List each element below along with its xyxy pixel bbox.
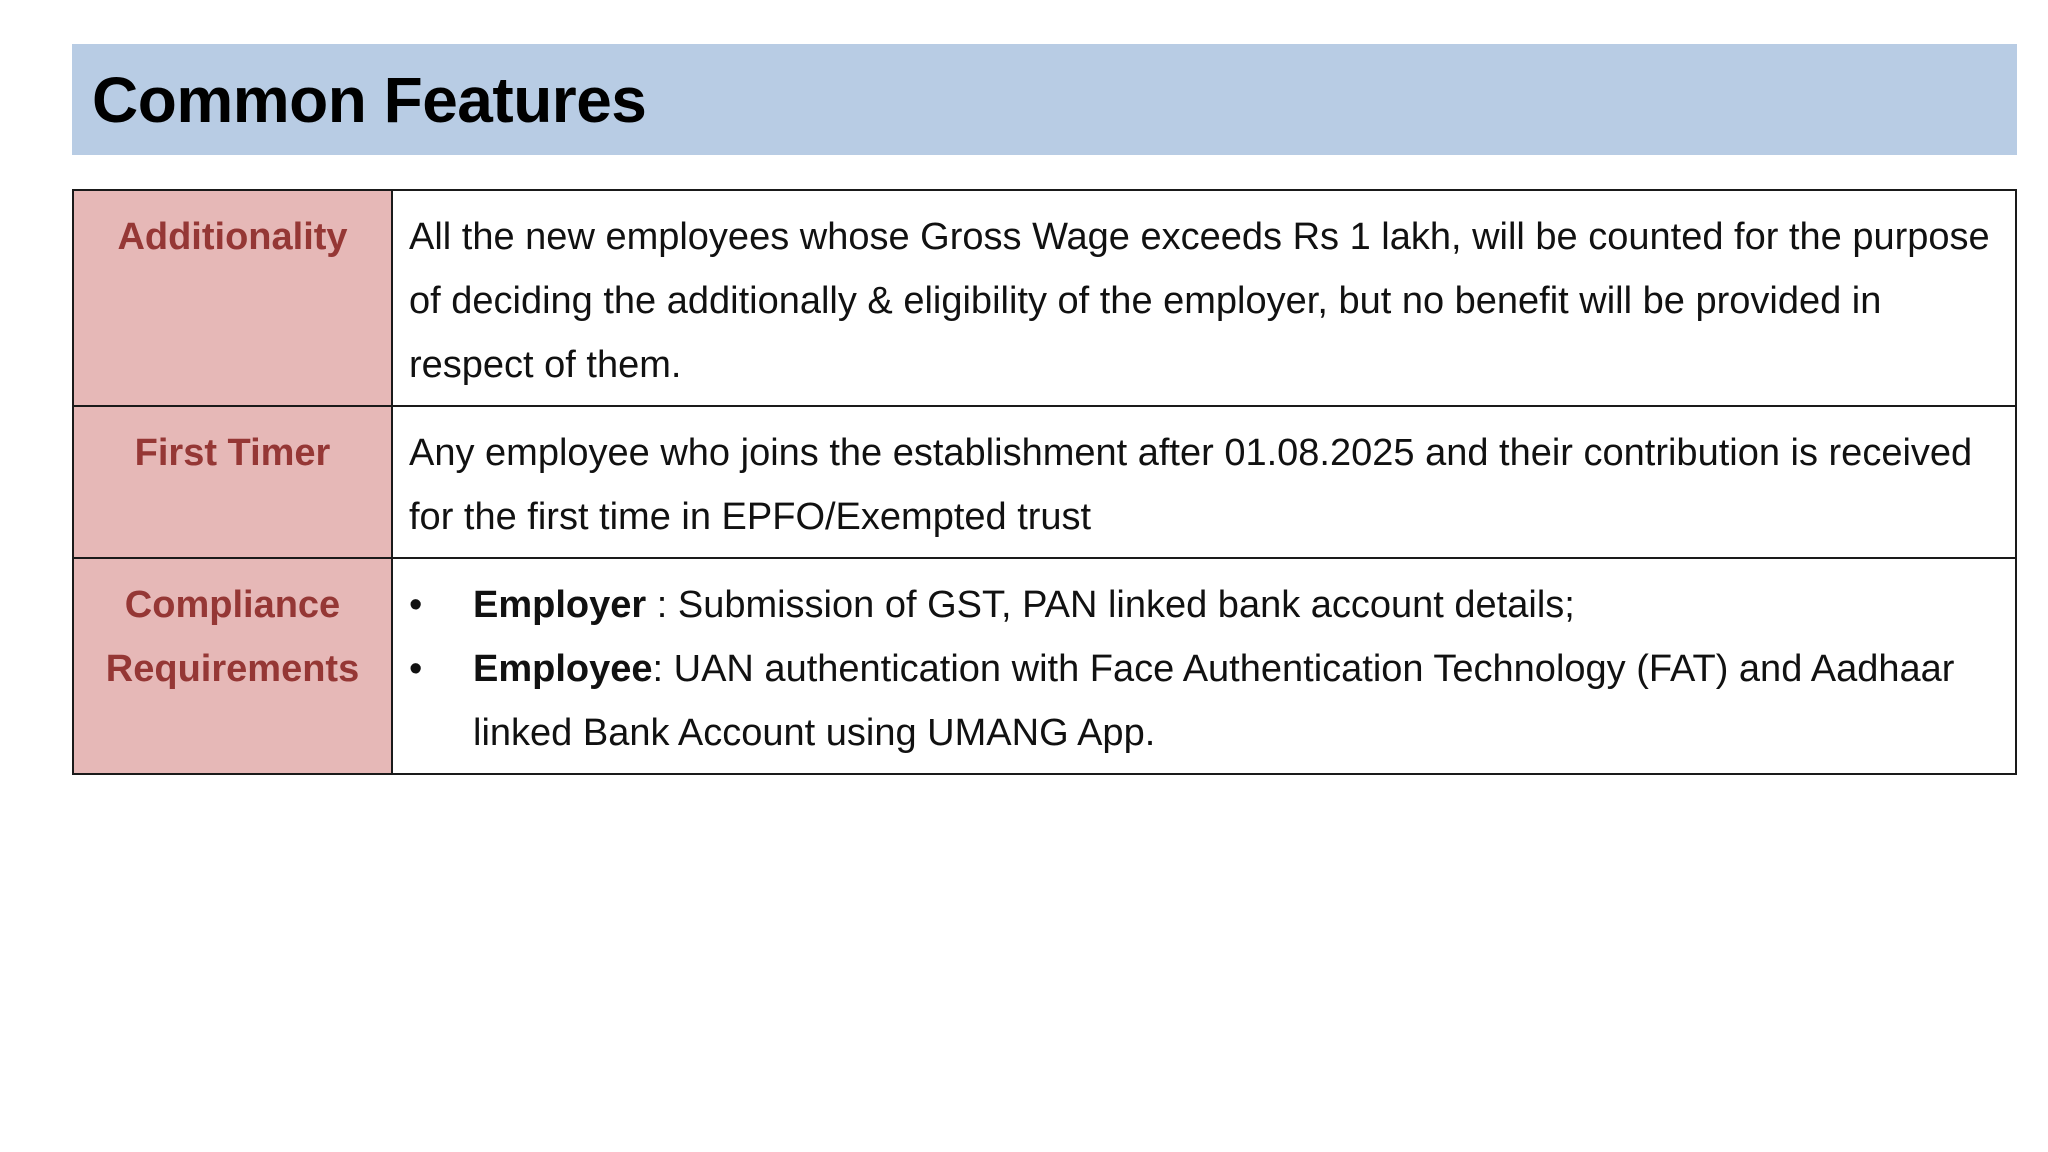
row-label-requirements: Requirements xyxy=(105,648,360,690)
requirement-employee-text: : UAN authentication with Face Authentication Technology (FAT) and Aadhaar linked Bank Account using UMANG App. xyxy=(473,648,1955,754)
row-label-cell xyxy=(73,190,392,406)
row-label-cell xyxy=(73,558,392,774)
row-label-first-timer: First Timer xyxy=(134,432,331,474)
requirement-employer-text: : Submission of GST, PAN linked bank account details; xyxy=(646,584,1575,626)
row-description-cell xyxy=(392,558,2016,774)
bullet-icon: • xyxy=(409,584,423,626)
list-item-employer xyxy=(409,573,1999,637)
features-table xyxy=(72,189,2017,775)
title-bar xyxy=(72,44,2017,155)
requirement-employer-label: Employer xyxy=(473,584,647,626)
bullet-icon: • xyxy=(409,648,423,690)
row-label-additionality: Additionality xyxy=(117,216,348,258)
requirements-list xyxy=(409,573,1999,765)
requirement-employee-label: Employee xyxy=(473,648,653,690)
table-row-additionality xyxy=(73,190,2016,406)
row-description-first-timer: Any employee who joins the establishment after 01.08.2025 and their contribution is received for the first time in EPFO/Exempted trust xyxy=(409,432,1973,538)
row-label-compliance: Compliance xyxy=(124,584,341,626)
row-description-additionality: All the new employees whose Gross Wage exceeds Rs 1 lakh, will be counted for the purpose of deciding the additionally & eligibility of the employer, but no benefit will be provided in respect of them. xyxy=(409,216,1990,386)
list-item-employee xyxy=(409,637,1999,765)
table-row-compliance xyxy=(73,558,2016,774)
row-label-cell xyxy=(73,406,392,558)
row-description-cell xyxy=(392,190,2016,406)
table-row-first-timer xyxy=(73,406,2016,558)
page-title: Common Features xyxy=(92,63,647,136)
row-description-cell xyxy=(392,406,2016,558)
